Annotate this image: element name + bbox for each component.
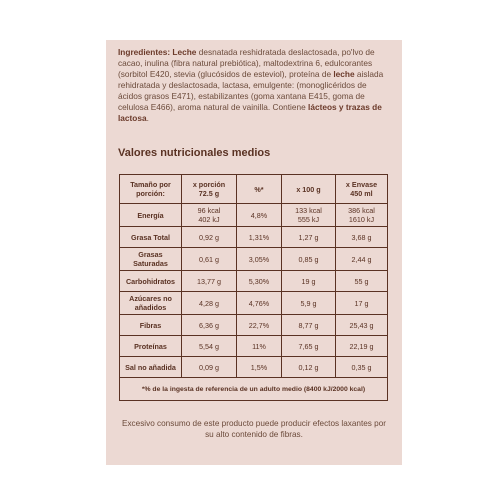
table-cell: 1,27 g [282, 227, 336, 248]
table-cell: 4,76% [237, 292, 282, 315]
table-cell: 0,61 g [182, 248, 237, 271]
row-label: Sal no añadida [120, 357, 182, 378]
ingredients-label: Ingredientes: [118, 47, 171, 57]
table-cell: 0,35 g [336, 357, 388, 378]
table-cell: 0,92 g [182, 227, 237, 248]
table-cell: 0,12 g [282, 357, 336, 378]
row-label: Grasas Saturadas [120, 248, 182, 271]
allergen-statement: lácteos y trazas de lactosa [118, 102, 382, 123]
table-row [120, 227, 388, 248]
table-header-row [120, 175, 388, 204]
table-row [120, 336, 388, 357]
row-label: Carbohidratos [120, 271, 182, 292]
table-cell: 6,36 g [182, 315, 237, 336]
header-cell: Tamaño por porción: [120, 175, 182, 204]
laxative-warning: Excesivo consumo de este producto puede producir efectos laxantes por su alto contenido de fibras. [122, 419, 386, 439]
table-cell: 55 g [336, 271, 388, 292]
header-cell: %* [237, 175, 282, 204]
table-cell: 4,8% [237, 204, 282, 227]
table-cell: 22,19 g [336, 336, 388, 357]
table-cell: 19 g [282, 271, 336, 292]
table-row [120, 248, 388, 271]
table-cell: 96 kcal 402 kJ [182, 204, 237, 227]
table-cell: 5,9 g [282, 292, 336, 315]
row-label: Grasa Total [120, 227, 182, 248]
ingredients-paragraph [118, 47, 390, 124]
header-cell: x Envase 450 ml [336, 175, 388, 204]
table-cell: 0,85 g [282, 248, 336, 271]
table-row [120, 292, 388, 315]
header-cell: x porción 72.5 g [182, 175, 237, 204]
table-cell: 13,77 g [182, 271, 237, 292]
nutrition-table [119, 174, 388, 401]
row-label: Energía [120, 204, 182, 227]
table-cell: 25,43 g [336, 315, 388, 336]
table-cell: 5,54 g [182, 336, 237, 357]
table-cell: 1,31% [237, 227, 282, 248]
table-cell: 0,09 g [182, 357, 237, 378]
table-cell: 5,30% [237, 271, 282, 292]
table-cell: 4,28 g [182, 292, 237, 315]
allergen-leche: Leche [172, 47, 197, 57]
table-cell: 2,44 g [336, 248, 388, 271]
table-cell: 8,77 g [282, 315, 336, 336]
row-label: Proteínas [120, 336, 182, 357]
table-cell: 7,65 g [282, 336, 336, 357]
table-cell: 133 kcal 555 kJ [282, 204, 336, 227]
ingredients-text-2: aislada rehidratada y deslactosada, lactasa, emulgente: (monoglicéridos de ácidos grasos E471), estabilizantes (goma xantana E415, goma de celulosa E466), aroma natural de vainilla. Contiene [118, 69, 384, 112]
table-row [120, 357, 388, 378]
table-row [120, 315, 388, 336]
table-row [120, 204, 388, 227]
table-cell: 11% [237, 336, 282, 357]
reference-intake-note: *% de la ingesta de referencia de un adulto medio (8400 kJ/2000 kcal) [120, 378, 388, 401]
allergen-leche-2: leche [333, 69, 355, 79]
row-label: Fibras [120, 315, 182, 336]
table-cell: 3,05% [237, 248, 282, 271]
table-cell: 1,5% [237, 357, 282, 378]
ingredients-end: . [146, 113, 149, 123]
ingredients-text-1: desnatada reshidratada deslactosada, po'lvo de cacao, inulina (fibra natural prebiótica), maltodextrina 6, edulcorantes (sorbitol E420, stevia (glucósidos de esteviol), proteína de [118, 47, 375, 79]
nutrition-title: Valores nutricionales medios [118, 147, 271, 159]
table-cell: 17 g [336, 292, 388, 315]
table-cell: 22,7% [237, 315, 282, 336]
table-row [120, 271, 388, 292]
table-cell: 3,68 g [336, 227, 388, 248]
table-cell: 386 kcal 1610 kJ [336, 204, 388, 227]
row-label: Azúcares no añadidos [120, 292, 182, 315]
table-note-row [120, 378, 388, 401]
header-cell: x 100 g [282, 175, 336, 204]
